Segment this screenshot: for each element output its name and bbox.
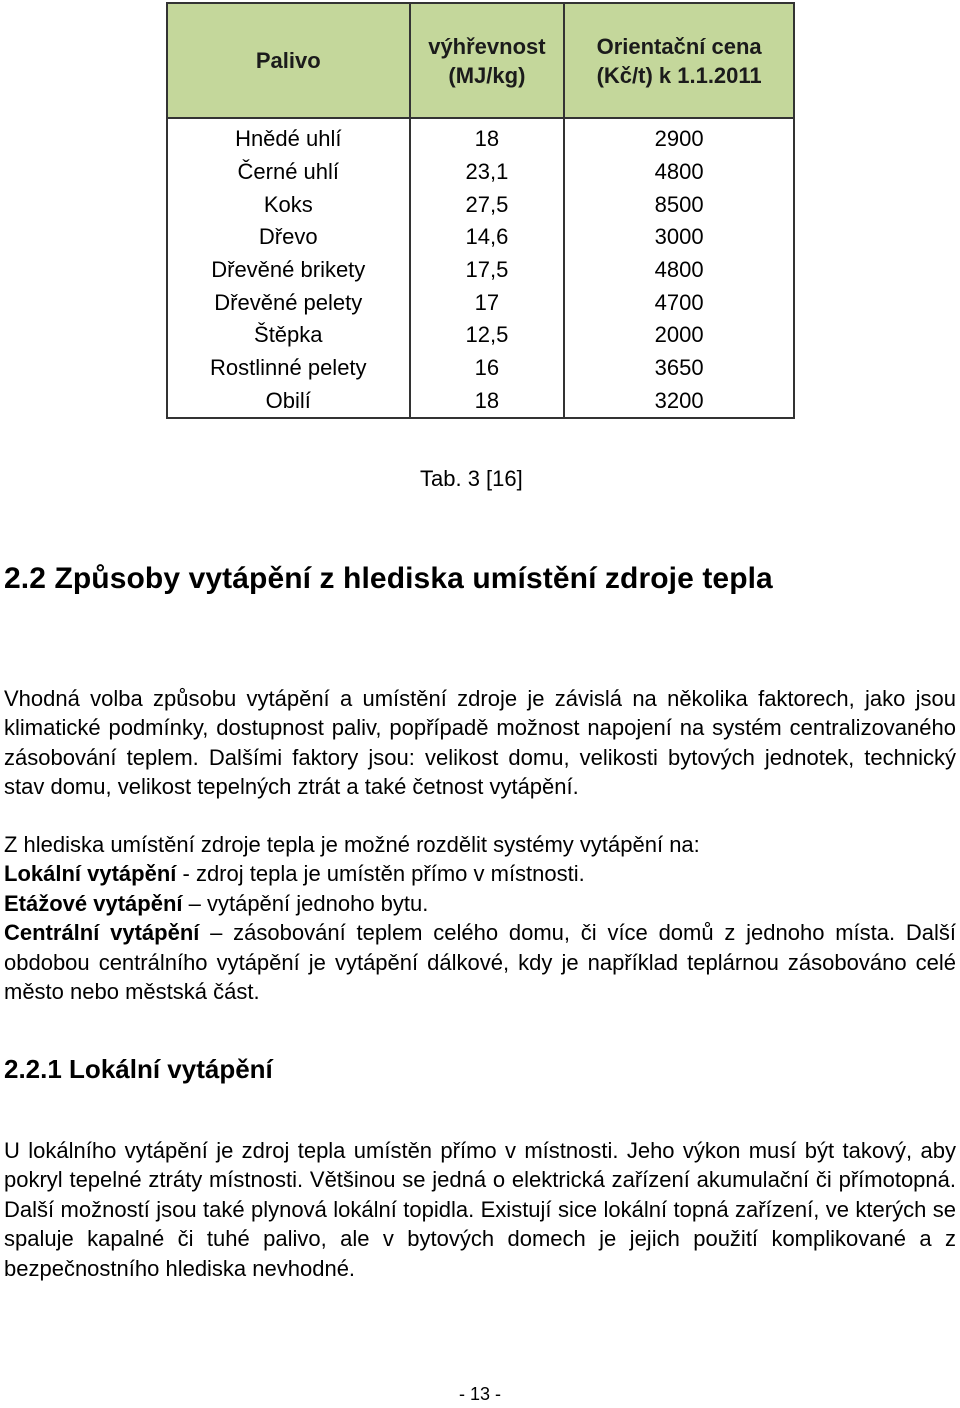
cell-calorific-value: 18 xyxy=(410,123,565,156)
cell-fuel: Obilí xyxy=(167,385,410,419)
cell-calorific-value: 14,6 xyxy=(410,221,565,254)
cell-fuel: Dřevěné pelety xyxy=(167,286,410,319)
cell-fuel: Hnědé uhlí xyxy=(167,123,410,156)
cell-price: 8500 xyxy=(564,188,794,221)
table-row xyxy=(167,352,794,385)
desc-local: - zdroj tepla je umístěn přímo v místnosti. xyxy=(176,861,585,887)
table-header-row xyxy=(167,3,794,118)
header-price: Orientační cena (Kč/t) k 1.1.2011 xyxy=(564,3,794,118)
cell-price: 3650 xyxy=(564,352,794,385)
table-row xyxy=(167,319,794,352)
cell-fuel: Černé uhlí xyxy=(167,156,410,189)
cell-fuel: Koks xyxy=(167,188,410,221)
term-local: Lokální vytápění xyxy=(4,861,177,887)
cell-fuel: Dřevěné brikety xyxy=(167,254,410,287)
cell-fuel: Štěpka xyxy=(167,319,410,352)
subsection-heading: 2.2.1 Lokální vytápění xyxy=(4,1054,273,1084)
term-floor: Etážové vytápění xyxy=(4,890,183,916)
desc-central: – zásobování teplem celého domu, či více domů z jednoho místa. Další obdobou centrálního vytápění je vytápění dálkové, kdy je například teplárnou zásobováno celé město nebo městská část. xyxy=(4,920,957,1005)
cell-fuel: Dřevo xyxy=(167,221,410,254)
page-number: - 13 - xyxy=(458,1384,501,1404)
cell-price: 3000 xyxy=(564,221,794,254)
cell-price: 2000 xyxy=(564,319,794,352)
cell-calorific-value: 16 xyxy=(410,352,565,385)
cell-calorific-value: 23,1 xyxy=(410,156,565,189)
table-row xyxy=(167,123,794,156)
header-fuel: Palivo xyxy=(167,3,410,118)
cell-calorific-value: 12,5 xyxy=(410,319,565,352)
list-item-central xyxy=(4,918,956,1006)
cell-price: 4800 xyxy=(564,156,794,189)
cell-fuel: Rostlinné pelety xyxy=(167,352,410,385)
cell-price: 3200 xyxy=(564,385,794,419)
cell-price: 4700 xyxy=(564,286,794,319)
cell-price: 2900 xyxy=(564,123,794,156)
fuel-table xyxy=(166,2,795,419)
heating-types xyxy=(4,830,956,1006)
cell-calorific-value: 18 xyxy=(410,385,565,419)
section-heading: 2.2 Způsoby vytápění z hlediska umístění zdroje tepla xyxy=(4,562,773,595)
desc-floor: – vytápění jednoho bytu. xyxy=(182,890,429,916)
subsection-paragraph: U lokálního vytápění je zdroj tepla umístěn přímo v místnosti. Jeho výkon musí být takový, aby pokryl tepelné ztráty místnosti. Většinou se jedná o elektrická zařízení akumulační či přímotopná. Další možností jsou také plynová lokální topidla. Existují sice lokální topná zařízení, ve kterých se spaluje kapalné či tuhé palivo, ale v bytových domech je jejich použití komplikované a z bezpečnostního hlediska nevhodné. xyxy=(4,1138,956,1281)
table-row xyxy=(167,286,794,319)
table-row xyxy=(167,385,794,419)
list-item-local xyxy=(4,859,956,888)
cell-calorific-value: 27,5 xyxy=(410,188,565,221)
table-row xyxy=(167,188,794,221)
table-row xyxy=(167,156,794,189)
heating-types-intro: Z hlediska umístění zdroje tepla je možné rozdělit systémy vytápění na: xyxy=(4,832,700,857)
cell-price: 4800 xyxy=(564,254,794,287)
table-caption: Tab. 3 [16] xyxy=(420,466,523,491)
header-calorific-value: výhřevnost (MJ/kg) xyxy=(410,3,565,118)
list-item-floor xyxy=(4,889,956,918)
term-central: Centrální vytápění xyxy=(4,920,200,946)
cell-calorific-value: 17,5 xyxy=(410,254,565,287)
table-row xyxy=(167,254,794,287)
cell-calorific-value: 17 xyxy=(410,286,565,319)
section-paragraph: Vhodná volba způsobu vytápění a umístění zdroje je závislá na několika faktorech, jako jsou klimatické podmínky, dostupnost paliv, popřípadě možnost napojení na systém centralizovaného zásobování teplem. Dalšími faktory jsou: velikost domu, velikosti bytových jednotek, technický stav domu, velikost tepelných ztrát a také četnost vytápění. xyxy=(4,686,956,800)
table-row xyxy=(167,221,794,254)
